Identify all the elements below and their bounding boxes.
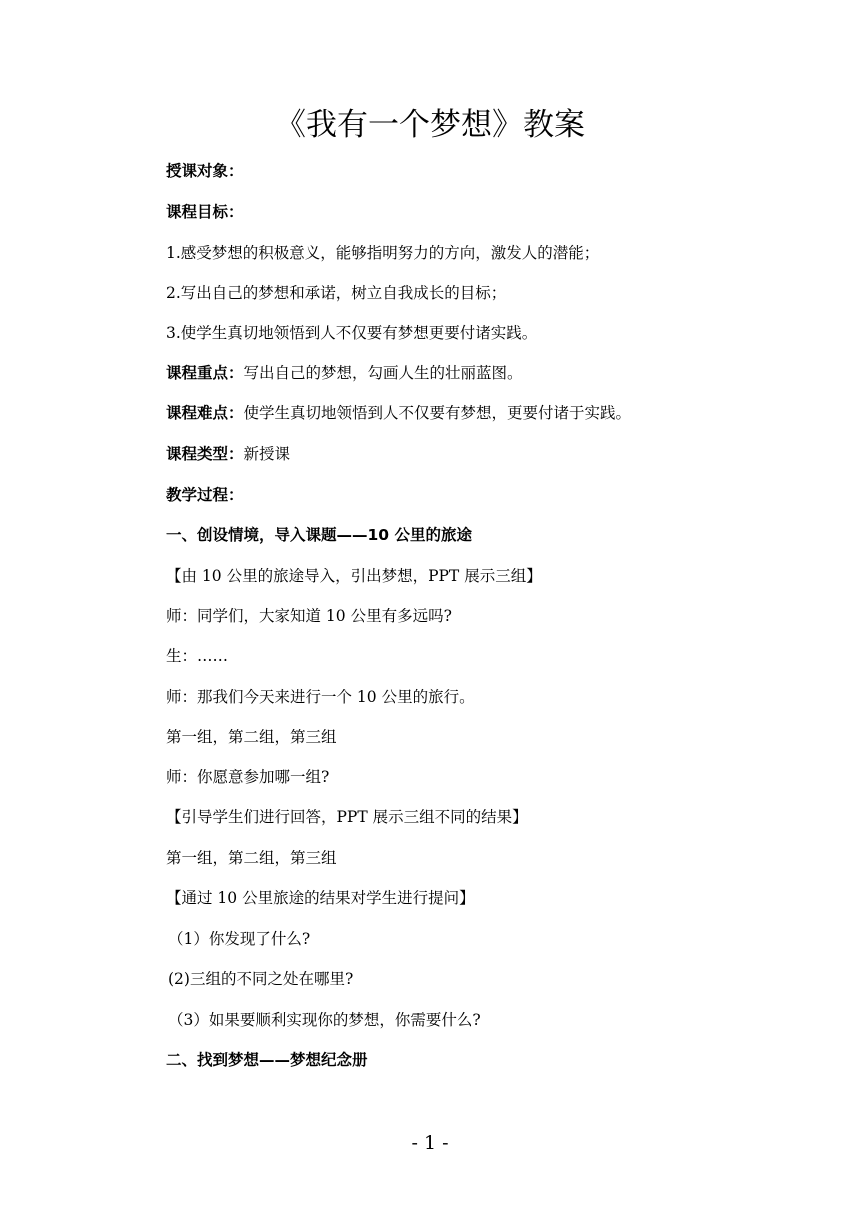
audience-label: 授课对象：	[166, 162, 244, 180]
type-text: 新授课	[243, 445, 291, 463]
section-1-line: 师：那我们今天来进行一个 10 公里的旅行。	[166, 688, 475, 706]
section-1-line: 【引导学生们进行回答，PPT 展示三组不同的结果】	[166, 808, 528, 826]
focus-row	[166, 362, 523, 384]
goal-item-2: 2.写出自己的梦想和承诺，树立自我成长的目标；	[166, 284, 507, 302]
section-1-question: （3）如果要顺利实现你的梦想，你需要什么?	[168, 1011, 481, 1029]
type-row	[166, 443, 290, 465]
section-1-line: 【通过 10 公里旅途的结果对学生进行提问】	[166, 889, 475, 907]
section-1-line: 师：你愿意参加哪一组?	[166, 768, 330, 786]
goal-item-3: 3.使学生真切地领悟到人不仅要有梦想更要付诸实践。	[166, 324, 538, 342]
section-1-line: 师：同学们，大家知道 10 公里有多远吗?	[166, 607, 452, 625]
section-1-line: 第一组，第二组，第三组	[166, 728, 337, 746]
difficulty-label: 课程难点：	[166, 404, 244, 422]
focus-text: 写出自己的梦想，勾画人生的壮丽蓝图。	[243, 364, 523, 382]
difficulty-text: 使学生真切地领悟到人不仅要有梦想，更要付诸于实践。	[243, 404, 632, 422]
process-label: 教学过程：	[166, 486, 244, 504]
type-label: 课程类型：	[166, 445, 244, 463]
goal-item-1: 1.感受梦想的积极意义，能够指明努力的方向，激发人的潜能；	[166, 244, 600, 262]
section-2-heading: 二、找到梦想——梦想纪念册	[166, 1051, 368, 1069]
section-1-question: (2)三组的不同之处在哪里?	[168, 970, 354, 988]
goals-label: 课程目标：	[166, 203, 244, 221]
section-1-line: 生：……	[166, 647, 229, 665]
section-1-question: （1）你发现了什么?	[168, 930, 311, 948]
document-title: 《我有一个梦想》教案	[275, 107, 585, 143]
section-1-heading: 一、创设情境，导入课题——10 公里的旅途	[166, 526, 472, 544]
focus-label: 课程重点：	[166, 364, 244, 382]
section-1-line: 【由 10 公里的旅途导入，引出梦想，PPT 展示三组】	[166, 567, 542, 585]
section-1-line: 第一组，第二组，第三组	[166, 849, 337, 867]
difficulty-row	[166, 402, 631, 424]
page-number: - 1 -	[411, 1132, 449, 1154]
